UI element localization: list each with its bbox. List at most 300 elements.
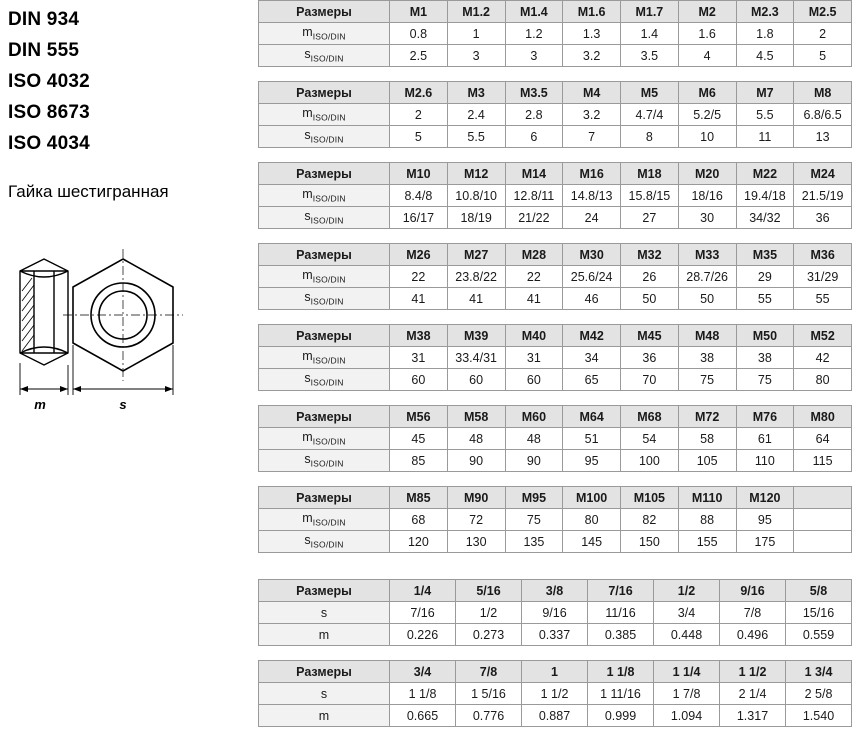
table-row: [259, 126, 852, 148]
cell-s: 41: [505, 288, 563, 310]
cell-m: 36: [621, 347, 679, 369]
size-header: M18: [621, 163, 679, 185]
size-header: 1/4: [390, 580, 456, 602]
cell-s: 5: [794, 45, 852, 67]
cell-m: 25.6/24: [563, 266, 621, 288]
cell-m: 1.317: [720, 705, 786, 727]
cell-s: 21/22: [505, 207, 563, 229]
size-header: M6: [678, 82, 736, 104]
row-label-m-sub: ISO/DIN: [312, 274, 346, 285]
inch-dimension-table: [258, 660, 852, 727]
size-header: M110: [678, 487, 736, 509]
size-header: M14: [505, 163, 563, 185]
cell-s: 3.2: [563, 45, 621, 67]
size-header: M1.7: [621, 1, 679, 23]
cell-s: 15/16: [786, 602, 852, 624]
cell-s: 1 5/16: [456, 683, 522, 705]
cell-s-empty: [794, 531, 852, 553]
standard-item: ISO 4032: [8, 71, 90, 92]
table-header-row: [259, 325, 852, 347]
size-header: M56: [390, 406, 448, 428]
size-header: 1 1/4: [654, 661, 720, 683]
dimension-table: [258, 243, 852, 310]
cell-m: 28.7/26: [678, 266, 736, 288]
cell-m: 58: [678, 428, 736, 450]
size-header: M2: [678, 1, 736, 23]
cell-m: 68: [390, 509, 448, 531]
cell-m: 22: [505, 266, 563, 288]
cell-s: 55: [794, 288, 852, 310]
cell-s: 1 1/2: [522, 683, 588, 705]
size-header: 1 3/4: [786, 661, 852, 683]
size-header: M120: [736, 487, 794, 509]
cell-m: 6.8/6.5: [794, 104, 852, 126]
size-header: M5: [621, 82, 679, 104]
cell-m: 1.4: [621, 23, 679, 45]
cell-s: 2 1/4: [720, 683, 786, 705]
cell-s: 3: [447, 45, 505, 67]
header-label: Размеры: [259, 487, 390, 509]
cell-s: 24: [563, 207, 621, 229]
dimension-m: [20, 363, 68, 395]
cell-m: 2: [390, 104, 448, 126]
table-row: [259, 266, 852, 288]
size-header: M40: [505, 325, 563, 347]
standard-item: ISO 4034: [8, 133, 90, 154]
dimension-table: [258, 324, 852, 391]
table-header-row: [259, 661, 852, 683]
row-label-s: [259, 45, 390, 67]
cell-m: 0.226: [390, 624, 456, 646]
header-label: Размеры: [259, 580, 390, 602]
size-header: M24: [794, 163, 852, 185]
cell-s: 41: [447, 288, 505, 310]
table-header-row: [259, 406, 852, 428]
cell-m: 0.776: [456, 705, 522, 727]
cell-s: 3: [505, 45, 563, 67]
table-header-row: [259, 487, 852, 509]
cell-s: 100: [621, 450, 679, 472]
cell-m: 48: [505, 428, 563, 450]
row-label-m: [259, 509, 390, 531]
size-header: M1.4: [505, 1, 563, 23]
table-row: [259, 288, 852, 310]
size-header: M32: [621, 244, 679, 266]
cell-s: 2.5: [390, 45, 448, 67]
cell-m: 0.337: [522, 624, 588, 646]
size-header: M39: [447, 325, 505, 347]
cell-m: 0.385: [588, 624, 654, 646]
cell-s: 10: [678, 126, 736, 148]
cell-s: 11/16: [588, 602, 654, 624]
cell-m: 1.540: [786, 705, 852, 727]
size-header: M12: [447, 163, 505, 185]
cell-m: 4.7/4: [621, 104, 679, 126]
cell-s: 60: [505, 369, 563, 391]
cell-m: 54: [621, 428, 679, 450]
cell-m: 0.999: [588, 705, 654, 727]
cell-s: 120: [390, 531, 448, 553]
cell-m: 0.8: [390, 23, 448, 45]
hex-nut-svg: [6, 243, 242, 423]
size-header: 9/16: [720, 580, 786, 602]
table-row: [259, 509, 852, 531]
table-row: [259, 185, 852, 207]
cell-m: 19.4/18: [736, 185, 794, 207]
size-header: 1/2: [654, 580, 720, 602]
cell-m: 31: [505, 347, 563, 369]
cell-m: 48: [447, 428, 505, 450]
table-row: [259, 45, 852, 67]
row-label-s: [259, 369, 390, 391]
cell-s: 65: [563, 369, 621, 391]
standard-item: DIN 555: [8, 40, 80, 61]
cell-m: 21.5/19: [794, 185, 852, 207]
cell-s: 1 7/8: [654, 683, 720, 705]
size-header: M2.3: [736, 1, 794, 23]
size-header: M52: [794, 325, 852, 347]
size-header: 3/4: [390, 661, 456, 683]
cell-s: 30: [678, 207, 736, 229]
size-header: M105: [621, 487, 679, 509]
cell-s: 4.5: [736, 45, 794, 67]
cell-s: 13: [794, 126, 852, 148]
cell-m: 0.887: [522, 705, 588, 727]
cell-m: 1.2: [505, 23, 563, 45]
size-header: M68: [621, 406, 679, 428]
cell-m: 95: [736, 509, 794, 531]
row-label-m-main: m: [302, 349, 313, 364]
cell-s: 135: [505, 531, 563, 553]
row-label-s-sub: ISO/DIN: [310, 215, 344, 226]
row-label-s: [259, 288, 390, 310]
row-label-m-sub: ISO/DIN: [312, 355, 346, 366]
size-header: M35: [736, 244, 794, 266]
table-row: [259, 369, 852, 391]
cell-s: 3.5: [621, 45, 679, 67]
row-label-s-main: s: [304, 128, 311, 143]
cell-s: 90: [505, 450, 563, 472]
size-header: M3: [447, 82, 505, 104]
table-header-row: [259, 1, 852, 23]
left-column: [8, 4, 248, 203]
dimension-table: [258, 162, 852, 229]
size-header: M90: [447, 487, 505, 509]
cell-s: 75: [678, 369, 736, 391]
cell-s: 6: [505, 126, 563, 148]
hex-nut-drawing: [6, 243, 242, 423]
row-label-s: s: [259, 683, 390, 705]
size-header: M30: [563, 244, 621, 266]
cell-s: 80: [794, 369, 852, 391]
cell-s: 7/16: [390, 602, 456, 624]
size-header: M76: [736, 406, 794, 428]
cell-s: 150: [621, 531, 679, 553]
product-name: Гайка шестигранная: [8, 182, 169, 201]
cell-s: 70: [621, 369, 679, 391]
cell-m: 0.273: [456, 624, 522, 646]
row-label-m: [259, 185, 390, 207]
size-header: M26: [390, 244, 448, 266]
row-label-s: [259, 126, 390, 148]
size-header: M48: [678, 325, 736, 347]
cell-s: 1 1/8: [390, 683, 456, 705]
cell-s: 155: [678, 531, 736, 553]
header-label: Размеры: [259, 163, 390, 185]
size-header: M2.5: [794, 1, 852, 23]
row-label-m-main: m: [302, 187, 313, 202]
row-label-s-sub: ISO/DIN: [310, 134, 344, 145]
table-header-row: [259, 82, 852, 104]
size-header: M80: [794, 406, 852, 428]
cell-s: 9/16: [522, 602, 588, 624]
standards-list: [8, 4, 248, 159]
cell-m: 33.4/31: [447, 347, 505, 369]
size-header: 1 1/2: [720, 661, 786, 683]
row-label-s: s: [259, 602, 390, 624]
cell-m: 26: [621, 266, 679, 288]
standard-item: DIN 934: [8, 9, 80, 30]
cell-m: 1.8: [736, 23, 794, 45]
row-label-m: [259, 347, 390, 369]
size-header: M28: [505, 244, 563, 266]
cell-m: 34: [563, 347, 621, 369]
row-label-m-main: m: [302, 430, 313, 445]
size-header: M2.6: [390, 82, 448, 104]
row-label-s-sub: ISO/DIN: [310, 53, 344, 64]
cell-m: 2.8: [505, 104, 563, 126]
cell-m: 61: [736, 428, 794, 450]
cell-m: 3.2: [563, 104, 621, 126]
row-label-m-sub: ISO/DIN: [312, 31, 346, 42]
cell-m: 88: [678, 509, 736, 531]
cell-m: 5.5: [736, 104, 794, 126]
cell-s: 60: [390, 369, 448, 391]
cell-s: 85: [390, 450, 448, 472]
cell-s: 145: [563, 531, 621, 553]
cell-m: 38: [678, 347, 736, 369]
row-label-s-sub: ISO/DIN: [310, 458, 344, 469]
table-row: [259, 104, 852, 126]
size-header: M27: [447, 244, 505, 266]
size-header: M60: [505, 406, 563, 428]
cell-m: 22: [390, 266, 448, 288]
nut-side-view: [20, 259, 68, 365]
size-header: M50: [736, 325, 794, 347]
cell-s: 50: [621, 288, 679, 310]
cell-m: 1.094: [654, 705, 720, 727]
inch-dimension-table: [258, 579, 852, 646]
size-header: 5/8: [786, 580, 852, 602]
row-label-s-main: s: [304, 47, 311, 62]
cell-m: 2: [794, 23, 852, 45]
cell-s: 8: [621, 126, 679, 148]
table-header-row: [259, 580, 852, 602]
table-row: [259, 207, 852, 229]
row-label-m: [259, 23, 390, 45]
cell-s: 5.5: [447, 126, 505, 148]
row-label-s-sub: ISO/DIN: [310, 377, 344, 388]
cell-s: 130: [447, 531, 505, 553]
row-label-s-main: s: [304, 452, 311, 467]
dimension-label-m: m: [34, 397, 46, 412]
cell-s: 7: [563, 126, 621, 148]
cell-s: 105: [678, 450, 736, 472]
cell-s: 36: [794, 207, 852, 229]
cell-m: 0.496: [720, 624, 786, 646]
header-label: Размеры: [259, 244, 390, 266]
cell-s: 34/32: [736, 207, 794, 229]
header-label: Размеры: [259, 82, 390, 104]
cell-m: 72: [447, 509, 505, 531]
row-label-s-main: s: [304, 371, 311, 386]
table-row: [259, 23, 852, 45]
cell-s: 41: [390, 288, 448, 310]
cell-m: 1: [447, 23, 505, 45]
cell-m: 10.8/10: [447, 185, 505, 207]
cell-s: 1 11/16: [588, 683, 654, 705]
size-header: 7/16: [588, 580, 654, 602]
size-header: M16: [563, 163, 621, 185]
cell-s: 4: [678, 45, 736, 67]
nut-center-lines: [63, 249, 183, 381]
dimension-label-s: s: [119, 397, 127, 412]
row-label-m: [259, 104, 390, 126]
cell-s: 7/8: [720, 602, 786, 624]
cell-s: 60: [447, 369, 505, 391]
cell-m: 18/16: [678, 185, 736, 207]
cell-s: 50: [678, 288, 736, 310]
size-header: M38: [390, 325, 448, 347]
cell-m: 12.8/11: [505, 185, 563, 207]
cell-m: 23.8/22: [447, 266, 505, 288]
table-row: [259, 602, 852, 624]
cell-m: 31: [390, 347, 448, 369]
cell-m: 31/29: [794, 266, 852, 288]
row-label-m-sub: ISO/DIN: [312, 112, 346, 123]
size-header: M85: [390, 487, 448, 509]
size-header: 1 1/8: [588, 661, 654, 683]
row-label-m-main: m: [302, 106, 313, 121]
header-label: Размеры: [259, 325, 390, 347]
row-label-s-main: s: [304, 209, 311, 224]
size-header: 7/8: [456, 661, 522, 683]
cell-m: 29: [736, 266, 794, 288]
size-header: M1.6: [563, 1, 621, 23]
table-row: [259, 531, 852, 553]
size-header: 3/8: [522, 580, 588, 602]
row-label-s-main: s: [304, 290, 311, 305]
cell-s: 175: [736, 531, 794, 553]
header-label: Размеры: [259, 406, 390, 428]
size-header: M8: [794, 82, 852, 104]
row-label-m: [259, 266, 390, 288]
cell-s: 11: [736, 126, 794, 148]
cell-m: 42: [794, 347, 852, 369]
row-label-m: m: [259, 624, 390, 646]
row-label-s-sub: ISO/DIN: [310, 296, 344, 307]
size-header: M1.2: [447, 1, 505, 23]
table-header-row: [259, 244, 852, 266]
row-label-m-main: m: [302, 25, 313, 40]
size-header: M33: [678, 244, 736, 266]
cell-s: 55: [736, 288, 794, 310]
cell-s: 110: [736, 450, 794, 472]
cell-m: 1.6: [678, 23, 736, 45]
row-label-s: [259, 531, 390, 553]
size-header: M1: [390, 1, 448, 23]
size-header: M45: [621, 325, 679, 347]
dimension-table: [258, 81, 852, 148]
cell-s: 46: [563, 288, 621, 310]
size-header: M58: [447, 406, 505, 428]
size-header: M22: [736, 163, 794, 185]
table-row: [259, 347, 852, 369]
cell-s: 75: [736, 369, 794, 391]
row-label-s-main: s: [304, 533, 311, 548]
cell-s: 16/17: [390, 207, 448, 229]
nut-section-hatching: [22, 278, 34, 351]
cell-m: 15.8/15: [621, 185, 679, 207]
cell-m: 0.665: [390, 705, 456, 727]
cell-s: 95: [563, 450, 621, 472]
size-header: 5/16: [456, 580, 522, 602]
cell-m: 82: [621, 509, 679, 531]
cell-s: 1/2: [456, 602, 522, 624]
row-label-m: [259, 428, 390, 450]
cell-s: 115: [794, 450, 852, 472]
cell-m: 51: [563, 428, 621, 450]
cell-m: 38: [736, 347, 794, 369]
row-label-m: m: [259, 705, 390, 727]
cell-m: 5.2/5: [678, 104, 736, 126]
size-header: M20: [678, 163, 736, 185]
cell-s: 90: [447, 450, 505, 472]
cell-m: 0.448: [654, 624, 720, 646]
cell-m: 0.559: [786, 624, 852, 646]
size-header: M36: [794, 244, 852, 266]
header-label: Размеры: [259, 1, 390, 23]
table-row: [259, 683, 852, 705]
dimension-table: [258, 0, 852, 67]
cell-m: 45: [390, 428, 448, 450]
cell-m: 64: [794, 428, 852, 450]
cell-m: 2.4: [447, 104, 505, 126]
table-row: [259, 450, 852, 472]
cell-s: 2 5/8: [786, 683, 852, 705]
standard-item: ISO 8673: [8, 102, 90, 123]
size-header: 1: [522, 661, 588, 683]
cell-s: 3/4: [654, 602, 720, 624]
size-header: M3.5: [505, 82, 563, 104]
row-label-s: [259, 207, 390, 229]
dimension-tables: [258, 0, 854, 741]
dimension-table: [258, 486, 852, 553]
row-label-m-main: m: [302, 511, 313, 526]
row-label-m-sub: ISO/DIN: [312, 436, 346, 447]
size-header: M10: [390, 163, 448, 185]
size-header: M95: [505, 487, 563, 509]
row-label-m-sub: ISO/DIN: [312, 517, 346, 528]
cell-m: 8.4/8: [390, 185, 448, 207]
header-label: Размеры: [259, 661, 390, 683]
table-header-row: [259, 163, 852, 185]
dimension-table: [258, 405, 852, 472]
row-label-s: [259, 450, 390, 472]
cell-m: 1.3: [563, 23, 621, 45]
size-header-empty: [794, 487, 852, 509]
cell-m: 80: [563, 509, 621, 531]
